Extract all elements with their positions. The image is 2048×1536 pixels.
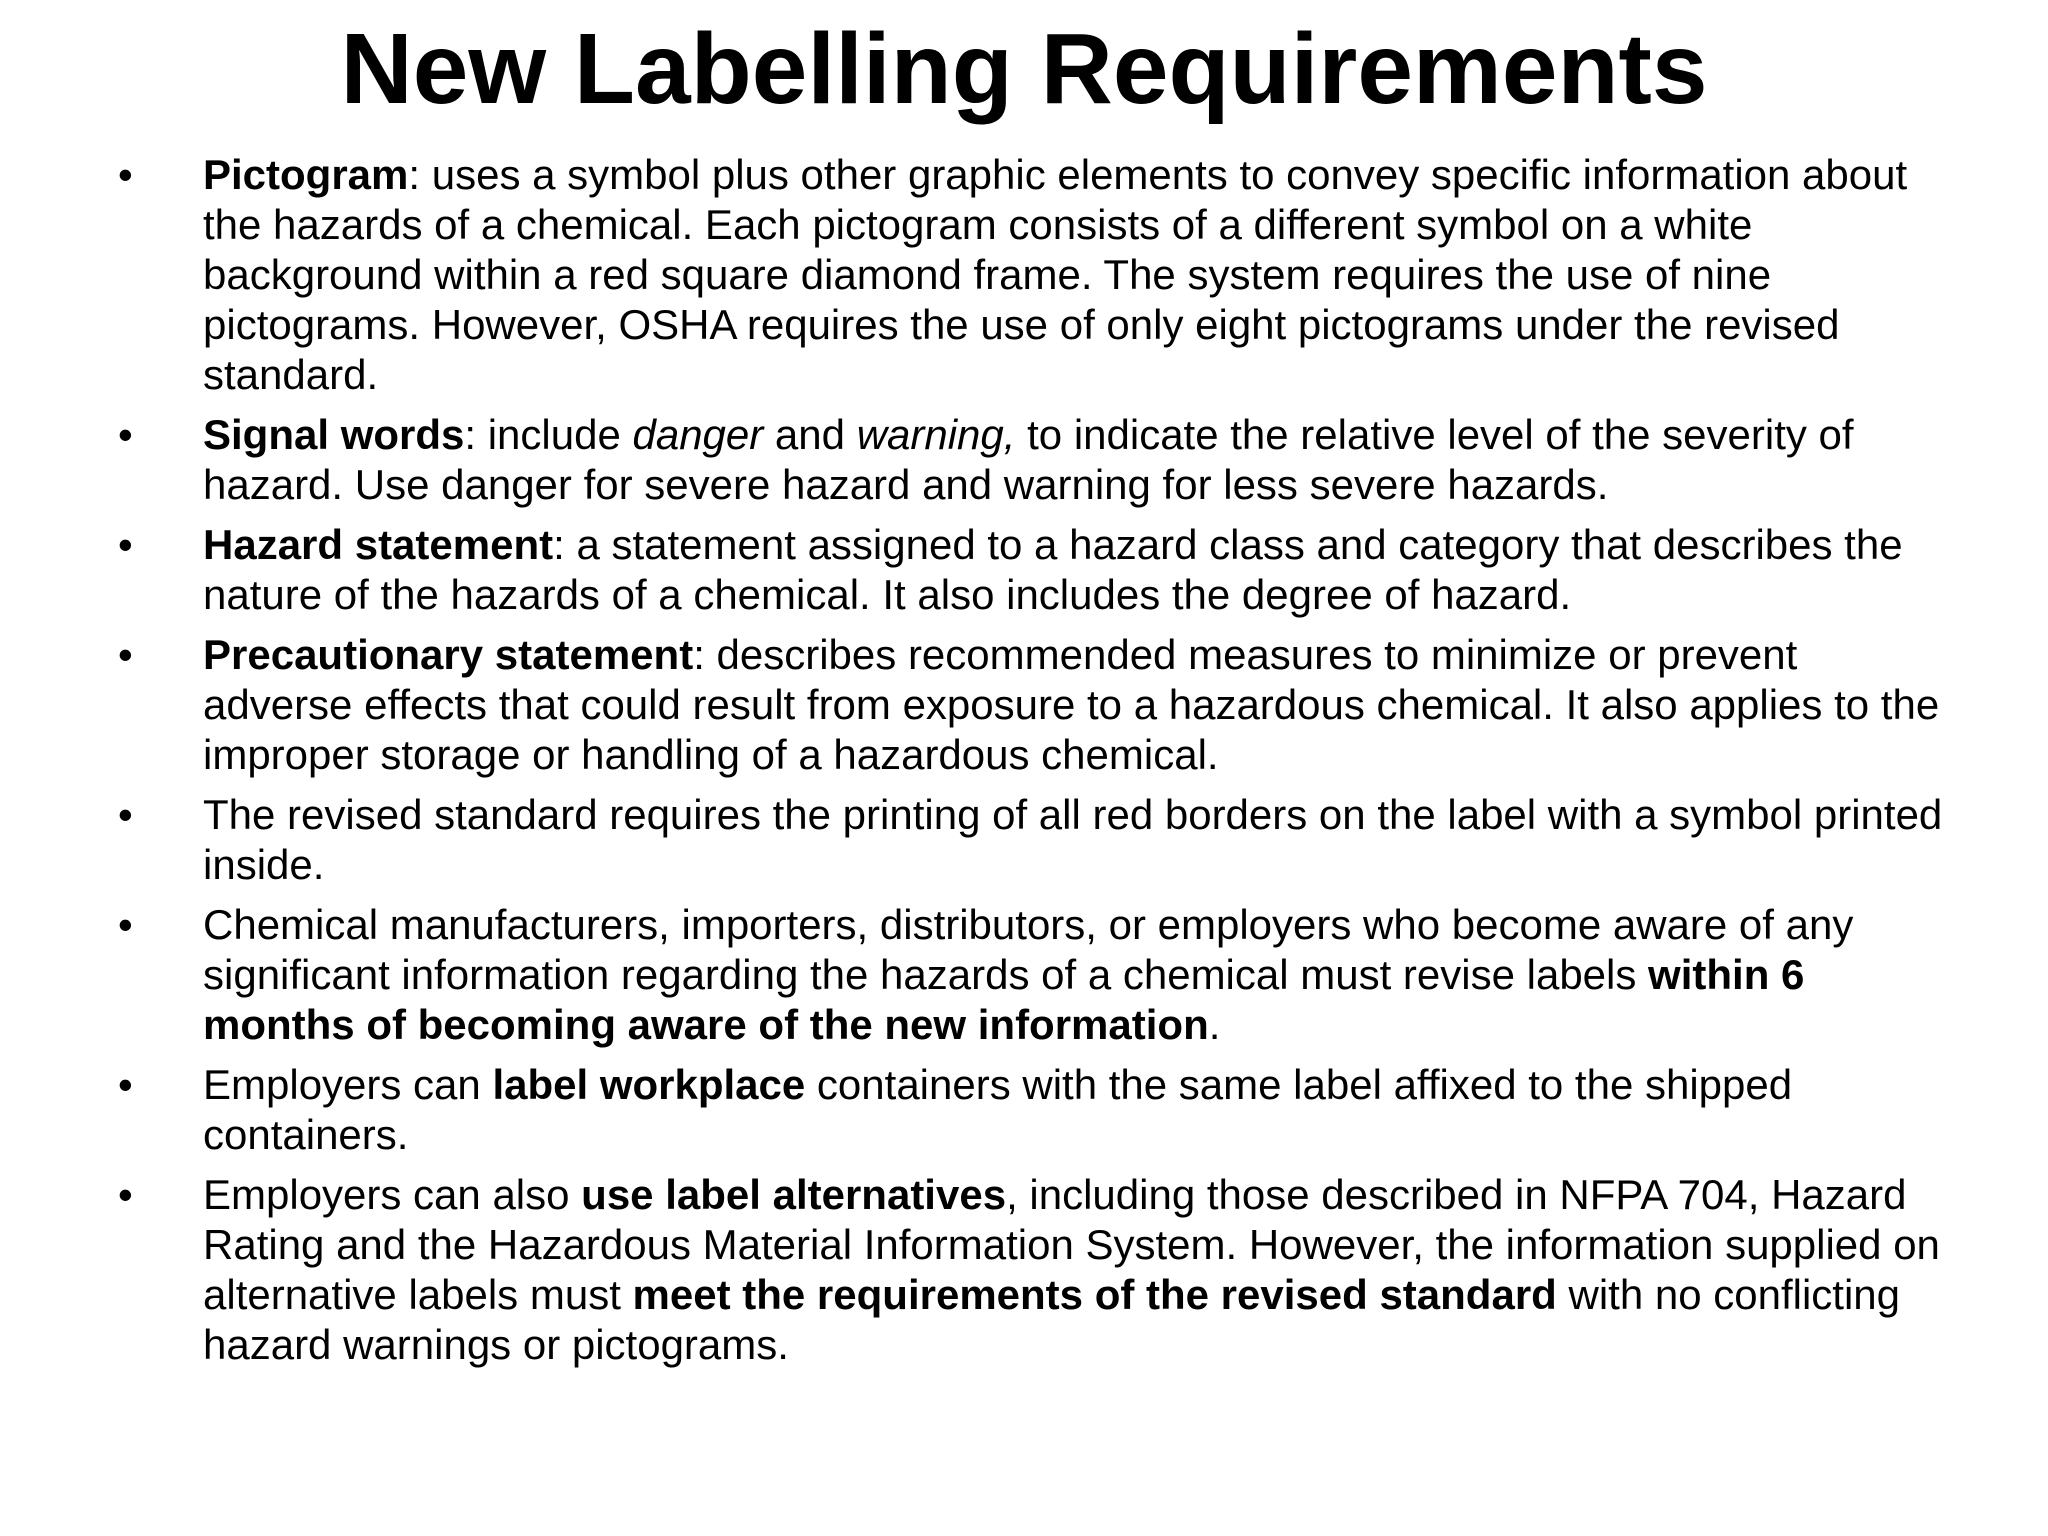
bullet-dot: • [118, 411, 133, 458]
slide-title: New Labelling Requirements [340, 13, 1708, 125]
bullet-pictogram [118, 150, 1948, 400]
bullet-text: Chemical manufacturers, importers, distributors, or employers who become aware of any significant information regarding the hazards of a chemical must revise labels [203, 901, 1854, 998]
bullet-list [118, 150, 1948, 1380]
bullet-precautionary-statement [118, 630, 1948, 780]
bullet-dot: • [118, 631, 133, 678]
bullet-text: Employers can [203, 1061, 493, 1108]
bullet-dot: • [118, 151, 133, 198]
bullet-text: and [763, 411, 857, 458]
bullet-term: Pictogram [203, 151, 409, 198]
bullet-term: Hazard statement [203, 521, 554, 568]
bullet-text: Employers can also [203, 1171, 582, 1218]
bullet-text: , including those described in NFPA 704, Hazard Rating and the Hazardous Material Information System. However, the information supplied on alternative labels must [203, 1171, 1940, 1318]
bullet-hazard-statement [118, 520, 1948, 620]
bullet-text: containers with the same label affixed to the shipped containers. [203, 1061, 1793, 1158]
bullet-italic-warning: warning, [856, 411, 1016, 458]
bullet-text: : a statement assigned to a hazard class and category that describes the nature of the hazards of a chemical. It also includes the degree of hazard. [203, 521, 1903, 618]
bullet-text: : uses a symbol plus other graphic elements to convey specific information about the hazards of a chemical. Each pictogram consists of a different symbol on a white background within a red square diamond frame. The system requires the use of nine pictograms. However, OSHA requires the use of only eight pictograms under the revised standard. [203, 151, 1908, 398]
bullet-emphasis: use label alternatives [581, 1171, 1007, 1218]
bullet-dot: • [118, 1171, 133, 1218]
bullet-text: with no conflicting hazard warnings or pictograms. [203, 1271, 1901, 1368]
bullet-text: . [1208, 1001, 1221, 1048]
bullet-dot: • [118, 901, 133, 948]
bullet-emphasis: meet the requirements of the revised standard [632, 1271, 1557, 1318]
bullet-dot: • [118, 791, 133, 838]
bullet-label-alternatives [118, 1170, 1948, 1370]
bullet-text: : include [464, 411, 633, 458]
bullet-dot: • [118, 1061, 133, 1108]
bullet-emphasis: within 6 months of becoming aware of the new information [203, 951, 1805, 1048]
bullet-term: Precautionary statement [203, 631, 694, 678]
bullet-text: to indicate the relative level of the severity of hazard. Use danger for severe hazard and warning for less severe hazards. [203, 411, 1854, 508]
bullet-signal-words [118, 410, 1948, 510]
bullet-text: The revised standard requires the printing of all red borders on the label with a symbol printed inside. [203, 791, 1943, 888]
bullet-emphasis: label workplace [492, 1061, 806, 1108]
bullet-label-workplace [118, 1060, 1948, 1160]
bullet-text: : describes recommended measures to minimize or prevent adverse effects that could result from exposure to a hazardous chemical. It also applies to the improper storage or handling of a hazardous chemical. [203, 631, 1940, 778]
bullet-dot: • [118, 521, 133, 568]
bullet-term: Signal words [203, 411, 465, 458]
bullet-red-borders [118, 790, 1948, 890]
bullet-revise-labels [118, 900, 1948, 1050]
bullet-italic-danger: danger [632, 411, 764, 458]
